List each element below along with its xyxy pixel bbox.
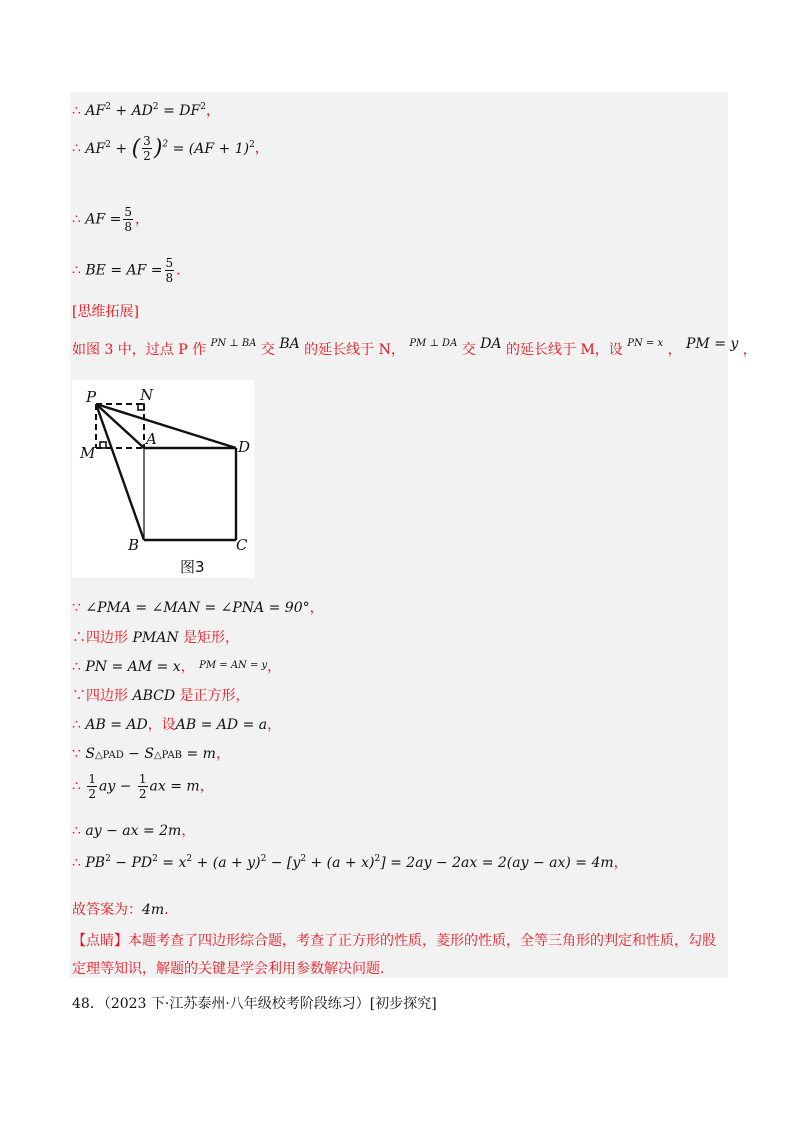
equation-line-3: ∴ AF = $\frac{5}{8}$ ，: [72, 205, 150, 234]
section-heading: [思维拓展]: [72, 304, 139, 320]
label-P: P: [86, 388, 97, 406]
equation-line-9: ∴四边形 PMAN 是矩形，: [72, 630, 240, 646]
equation-line-13: ∵ S△PAD − S△PAB = m，: [72, 746, 230, 762]
label-B: B: [128, 536, 140, 554]
equation-line-8: ∵ ∠PMA = ∠MAN = ∠PNA = 90°，: [72, 600, 324, 616]
figure-svg: [72, 380, 254, 578]
equation-line-15: ∴ ay − ax = 2m，: [72, 823, 196, 839]
comment-line-2: 定理等知识，解题的关键是学会利用参数解决问题．: [72, 961, 394, 977]
extension-intro: 如图 3 中，过点 P 作 $^{PN \perp BA}$ 交 BA 的延长线于 N， $^{PM \perp DA}$ 交 DA 的延长线于 M，设 $^{PN = x}$ ， PM = y ，: [72, 336, 757, 358]
comment-line-1: 【点睛】本题考查了四边形综合题，考查了正方形的性质，菱形的性质，全等三角形的判定和性质，勾股: [72, 933, 716, 949]
equation-line-2: ∴ $AF^2$ + ( $\frac{3}{2}$ )$^2$ = (AF + 1)$^2$，: [72, 134, 269, 163]
equation-line-12: ∴ AB = AD，设AB = AD = a，: [72, 717, 282, 733]
equation-line-1: ∴ $AF^2 + AD^2 = DF^2$，: [72, 102, 220, 119]
equation-line-10: ∴ PN = AM = x， $^{PM = AN = y}$，: [72, 659, 282, 675]
equation-line-4: ∴ BE = AF = $\frac{5}{8}$ ．: [72, 256, 191, 285]
label-A: A: [146, 430, 157, 448]
question-48-header: 48．（2023 下·江苏泰州·八年级校考阶段练习）[初步探究]: [72, 996, 437, 1012]
equation-line-14: ∴ $\frac{1}{2}$ ay − $\frac{1}{2}$ ax = m，: [72, 772, 214, 801]
geometry-figure-3: [72, 380, 254, 578]
label-D: D: [238, 438, 251, 456]
figure-caption: 图3: [180, 558, 205, 576]
answer-line: 故答案为：4m．: [72, 902, 179, 918]
label-M: M: [80, 444, 96, 462]
label-C: C: [236, 536, 248, 554]
equation-line-16: ∴ $PB^2 - PD^2 = x^2 + (a + y)^2 - [y^2 + (a + x)^2] = 2ay - 2ax = 2(ay - ax) = 4m$，: [72, 854, 628, 871]
equation-line-11: ∵四边形 ABCD 是正方形，: [72, 688, 250, 704]
label-N: N: [140, 386, 154, 404]
